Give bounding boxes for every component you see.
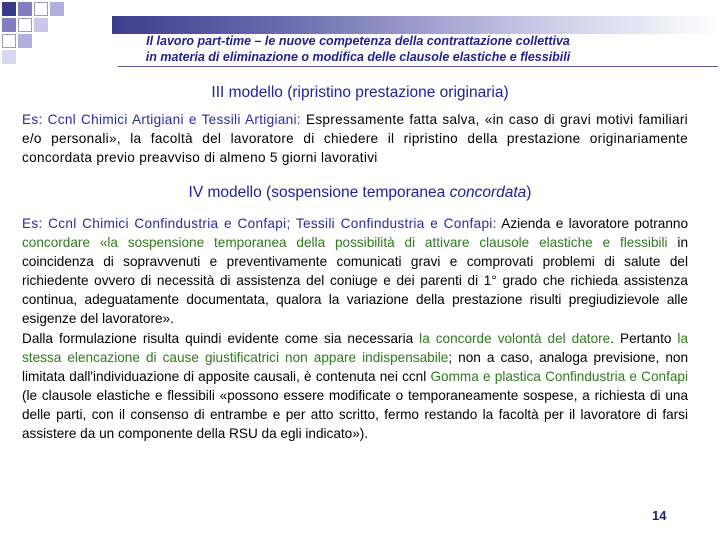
section3-paragraph [22, 110, 688, 167]
decor-square [18, 18, 32, 32]
decor-square [2, 2, 16, 16]
section4-text: . Pertanto [610, 330, 678, 346]
decor-square [34, 2, 48, 16]
section4-text: Dalla formulazione risulta quindi evidente come sia necessaria [22, 330, 420, 346]
decor-square [34, 18, 48, 32]
page-number: 14 [652, 508, 667, 523]
section3-text: Espressamente fatta salva, «in caso di gravi motivi familiari e/o personali», la facoltà del lavoratore di chiedere il ripristino della prestazione originariamente concordata previo preavviso di almeno 5 giorni lavorativi [22, 112, 688, 166]
decor-square [2, 18, 16, 32]
section3-heading: III modello (ripristino prestazione originaria) [211, 84, 509, 101]
decor-square [2, 34, 16, 48]
decor-square [2, 50, 16, 64]
section4-example-label: Es: Ccnl Chimici Confindustria e Confapi; Tessili Confindustria e Confapi: [22, 216, 497, 231]
header-divider [118, 66, 718, 67]
section4-highlight: la stessa elencazione di cause giustificatrici non appare indispensabile [22, 330, 689, 365]
slide-subtitle-line2: in materia di eliminazione o modifica delle clausole elastiche e flessibili [145, 50, 571, 64]
slide-subtitle-line1: Il lavoro part-time – le nuove competenza della contrattazione collettiva [146, 34, 570, 48]
section4-heading-main: IV modello (sospensione temporanea [188, 184, 450, 201]
header-gradient-bar [112, 16, 720, 34]
decor-square [18, 2, 32, 16]
section4-highlight: concordare «la sospensione temporanea della possibilità di attivare clausole elastiche e flessibili [22, 235, 668, 251]
section4-highlight: Gomma e plastica Confindustria e Confapi [430, 368, 688, 384]
section4-text: (le clausole elastiche e flessibili «possono essere modificate o temporaneamente sospese, a richiesta di una delle parti, con il consenso di entrambe e per atto scritto, fermo restando la facoltà per il lavoratore di farsi assistere da un componente della RSU da egli indicato»). [22, 387, 688, 442]
section3-example-label: Es: Ccnl Chimici Artigiani e Tessili Artigiani: [22, 112, 301, 127]
section4-heading [0, 184, 720, 202]
section4-text: Azienda e lavoratore potranno [496, 216, 688, 231]
section4-text: in coincidenza di sopravvenuti e preventivamente comunicati gravi e comprovati problemi di salute del richiedente ovvero di necessità di assistenza del coniuge e dei parenti di 1° grado che richieda assistenza continua, adeguatamente documentata, qualora la variazione della prestazione risulti pregiudizievole alle esigenze del lavoratore». [22, 235, 689, 327]
decor-square [18, 34, 32, 48]
section4-paragraph [22, 214, 688, 443]
decor-square [50, 2, 64, 16]
section4-highlight: la concorde volontà del datore [419, 330, 611, 346]
section4-heading-end: ) [526, 184, 532, 201]
section4-heading-italic: concordata [449, 184, 527, 201]
section4-text: ; non a caso, analoga previsione, non limitata dall'individuazione di apposite causali, è contenuta nei ccnl [22, 349, 688, 384]
